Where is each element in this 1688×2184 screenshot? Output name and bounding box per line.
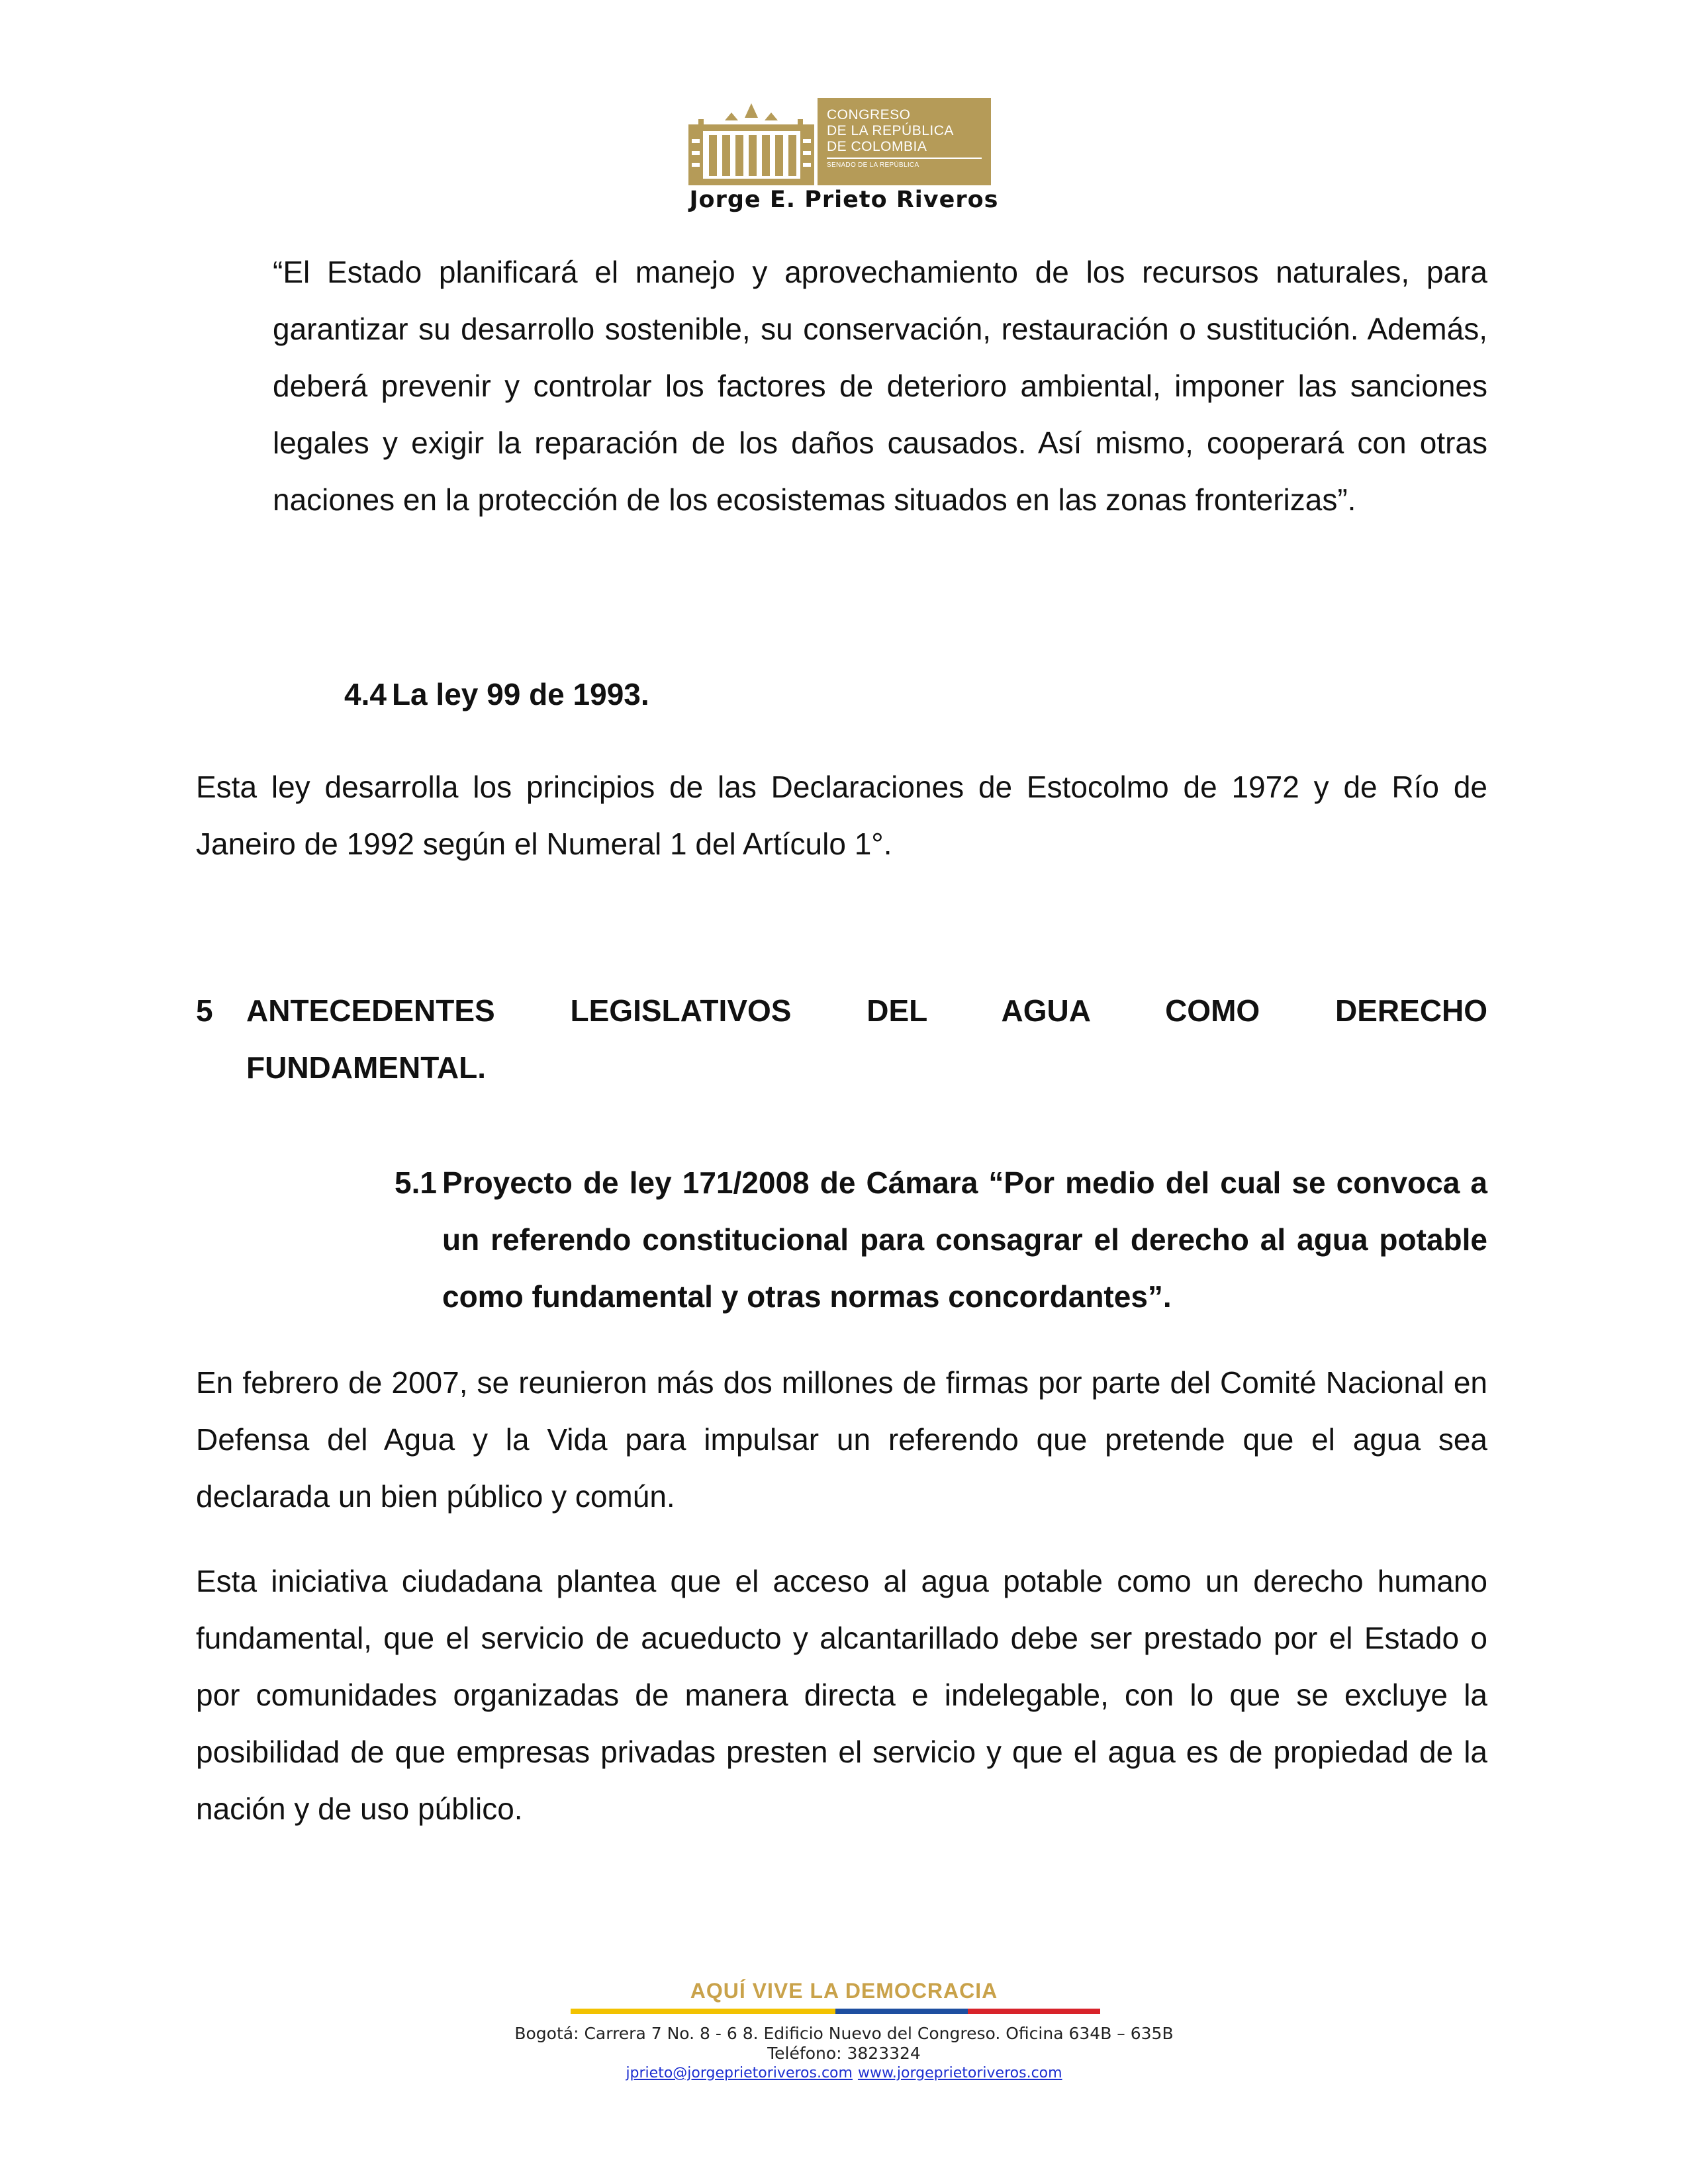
section-4-4-heading	[344, 676, 649, 712]
email-link[interactable]: jprieto@jorgeprietoriveros.com	[626, 2065, 853, 2081]
website-link[interactable]: www.jorgeprietoriveros.com	[857, 2065, 1062, 2081]
congress-logo	[685, 98, 991, 185]
footer-address-block	[0, 2024, 1688, 2064]
section-title-line2: FUNDAMENTAL.	[246, 1050, 486, 1085]
section-5-heading	[196, 982, 1487, 1096]
section-title: La ley 99 de 1993.	[391, 677, 649, 711]
senator-name: Jorge E. Prieto Riveros	[689, 187, 999, 213]
section-number: 5	[196, 993, 213, 1028]
logo-text-box	[818, 98, 991, 185]
footer-address: Bogotá: Carrera 7 No. 8 - 6 8. Edificio Nuevo del Congreso. Oficina 634B – 635B	[514, 2024, 1174, 2043]
section-number: 5.1	[395, 1165, 437, 1200]
logo-subline: SENADO DE LA REPÚBLICA	[827, 158, 982, 169]
logo-line: DE COLOMBIA	[827, 139, 927, 154]
section-title-line1: ANTECEDENTES LEGISLATIVOS DEL AGUA COMO DERECHO	[246, 993, 1487, 1028]
logo-line: DE LA REPÚBLICA	[827, 123, 954, 138]
footer-slogan: AQUÍ VIVE LA DEMOCRACIA	[690, 1979, 998, 2003]
section-5-1-heading	[395, 1154, 1487, 1325]
logo-line: CONGRESO	[827, 107, 911, 122]
constitution-quote: “El Estado planificará el manejo y aprovechamiento de los recursos naturales, para garantizar su desarrollo sostenible, su conservación, restauración o sustitución. Además, deberá prevenir y controlar los factores de deterioro ambiental, imponer las sanciones legales y exigir la reparación de los daños causados. Así mismo, cooperará con otras naciones en la protección de los ecosistemas situados en las zonas fronterizas”.	[273, 255, 1487, 517]
capitol-building-icon	[685, 98, 818, 185]
paragraph-iniciativa: Esta iniciativa ciudadana plantea que el acceso al agua potable como un derecho humano fundamental, que el servicio de acueducto y alcantarillado debe ser prestado por el Estado o por comunidades organizadas de manera directa e indelegable, con lo que se excluye la posibilidad de que empresas privadas presten el servicio y que el agua es de propiedad de la nación y de uso público.	[196, 1564, 1487, 1826]
paragraph-referendo: En febrero de 2007, se reunieron más dos millones de firmas por parte del Comité Nacional en Defensa del Agua y la Vida para impulsar un referendo que pretende que el agua sea declarada un bien público y común.	[196, 1365, 1487, 1514]
colombia-flag-stripe	[571, 2009, 1100, 2014]
section-title: Proyecto de ley 171/2008 de Cámara “Por medio del cual se convoca a un referendo constitucional para consagrar el derecho al agua potable como fundamental y otras normas concordantes”.	[442, 1165, 1487, 1314]
footer-phone: Teléfono: 3823324	[767, 2044, 921, 2063]
paragraph-ley-99: Esta ley desarrolla los principios de las Declaraciones de Estocolmo de 1972 y de Río de Janeiro de 1992 según el Numeral 1 del Artículo 1°.	[196, 770, 1487, 861]
section-number: 4.4	[344, 677, 387, 711]
footer-links	[0, 2065, 1688, 2082]
